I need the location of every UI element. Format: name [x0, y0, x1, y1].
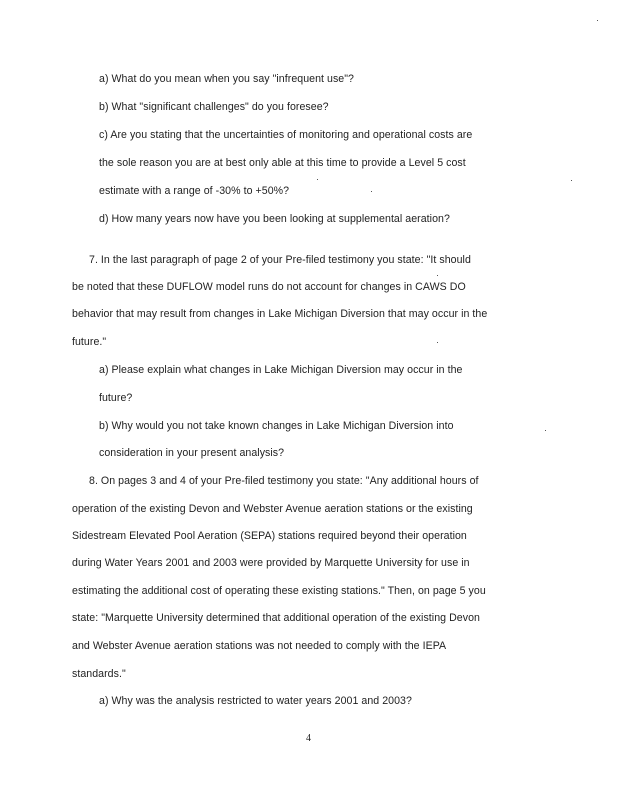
- question-8a: a) Why was the analysis restricted to water years 2001 and 2003?: [99, 695, 412, 707]
- question-7-line-4: future.": [72, 336, 107, 348]
- question-6c-line-1: c) Are you stating that the uncertainties of monitoring and operational costs are: [99, 129, 473, 141]
- question-7-line-1: 7. In the last paragraph of page 2 of your Pre-filed testimony you state: "It should: [89, 254, 471, 266]
- question-6a: a) What do you mean when you say "infrequent use"?: [99, 73, 355, 85]
- question-6b: b) What "significant challenges" do you foresee?: [99, 101, 329, 113]
- page-number: 4: [306, 733, 311, 744]
- scan-speck: [437, 275, 438, 276]
- scan-speck: [371, 191, 372, 192]
- question-8-line-2: operation of the existing Devon and Webster Avenue aeration stations or the existing: [72, 503, 473, 515]
- question-7a-line-1: a) Please explain what changes in Lake Michigan Diversion may occur in the: [99, 364, 463, 376]
- scan-speck: [317, 179, 318, 180]
- question-6c-line-2: the sole reason you are at best only able at this time to provide a Level 5 cost: [99, 157, 466, 169]
- question-8-line-7: and Webster Avenue aeration stations was not needed to comply with the IEPA: [72, 640, 447, 652]
- question-6d: d) How many years now have you been looking at supplemental aeration?: [99, 213, 450, 225]
- question-8-line-3: Sidestream Elevated Pool Aeration (SEPA) stations required beyond their operation: [72, 530, 467, 542]
- question-8-line-4: during Water Years 2001 and 2003 were provided by Marquette University for use in: [72, 557, 470, 569]
- question-7a-line-2: future?: [99, 392, 133, 404]
- scan-speck: [545, 430, 546, 431]
- scan-speck: [597, 20, 598, 21]
- scan-speck: [571, 180, 572, 181]
- question-8-line-1: 8. On pages 3 and 4 of your Pre-filed testimony you state: "Any additional hours of: [89, 475, 479, 487]
- question-8-line-5: estimating the additional cost of operating these existing stations." Then, on page 5 you: [72, 585, 486, 597]
- question-7-line-3: behavior that may result from changes in Lake Michigan Diversion that may occur in the: [72, 308, 488, 320]
- question-7b-line-1: b) Why would you not take known changes in Lake Michigan Diversion into: [99, 420, 454, 432]
- scan-speck: [437, 342, 438, 343]
- question-7b-line-2: consideration in your present analysis?: [99, 447, 285, 459]
- question-6c-line-3: estimate with a range of -30% to +50%?: [99, 185, 290, 197]
- question-8-line-8: standards.": [72, 668, 126, 680]
- question-8-line-6: state: "Marquette University determined that additional operation of the existing Devon: [72, 612, 480, 624]
- question-7-line-2: be noted that these DUFLOW model runs do not account for changes in CAWS DO: [72, 281, 466, 293]
